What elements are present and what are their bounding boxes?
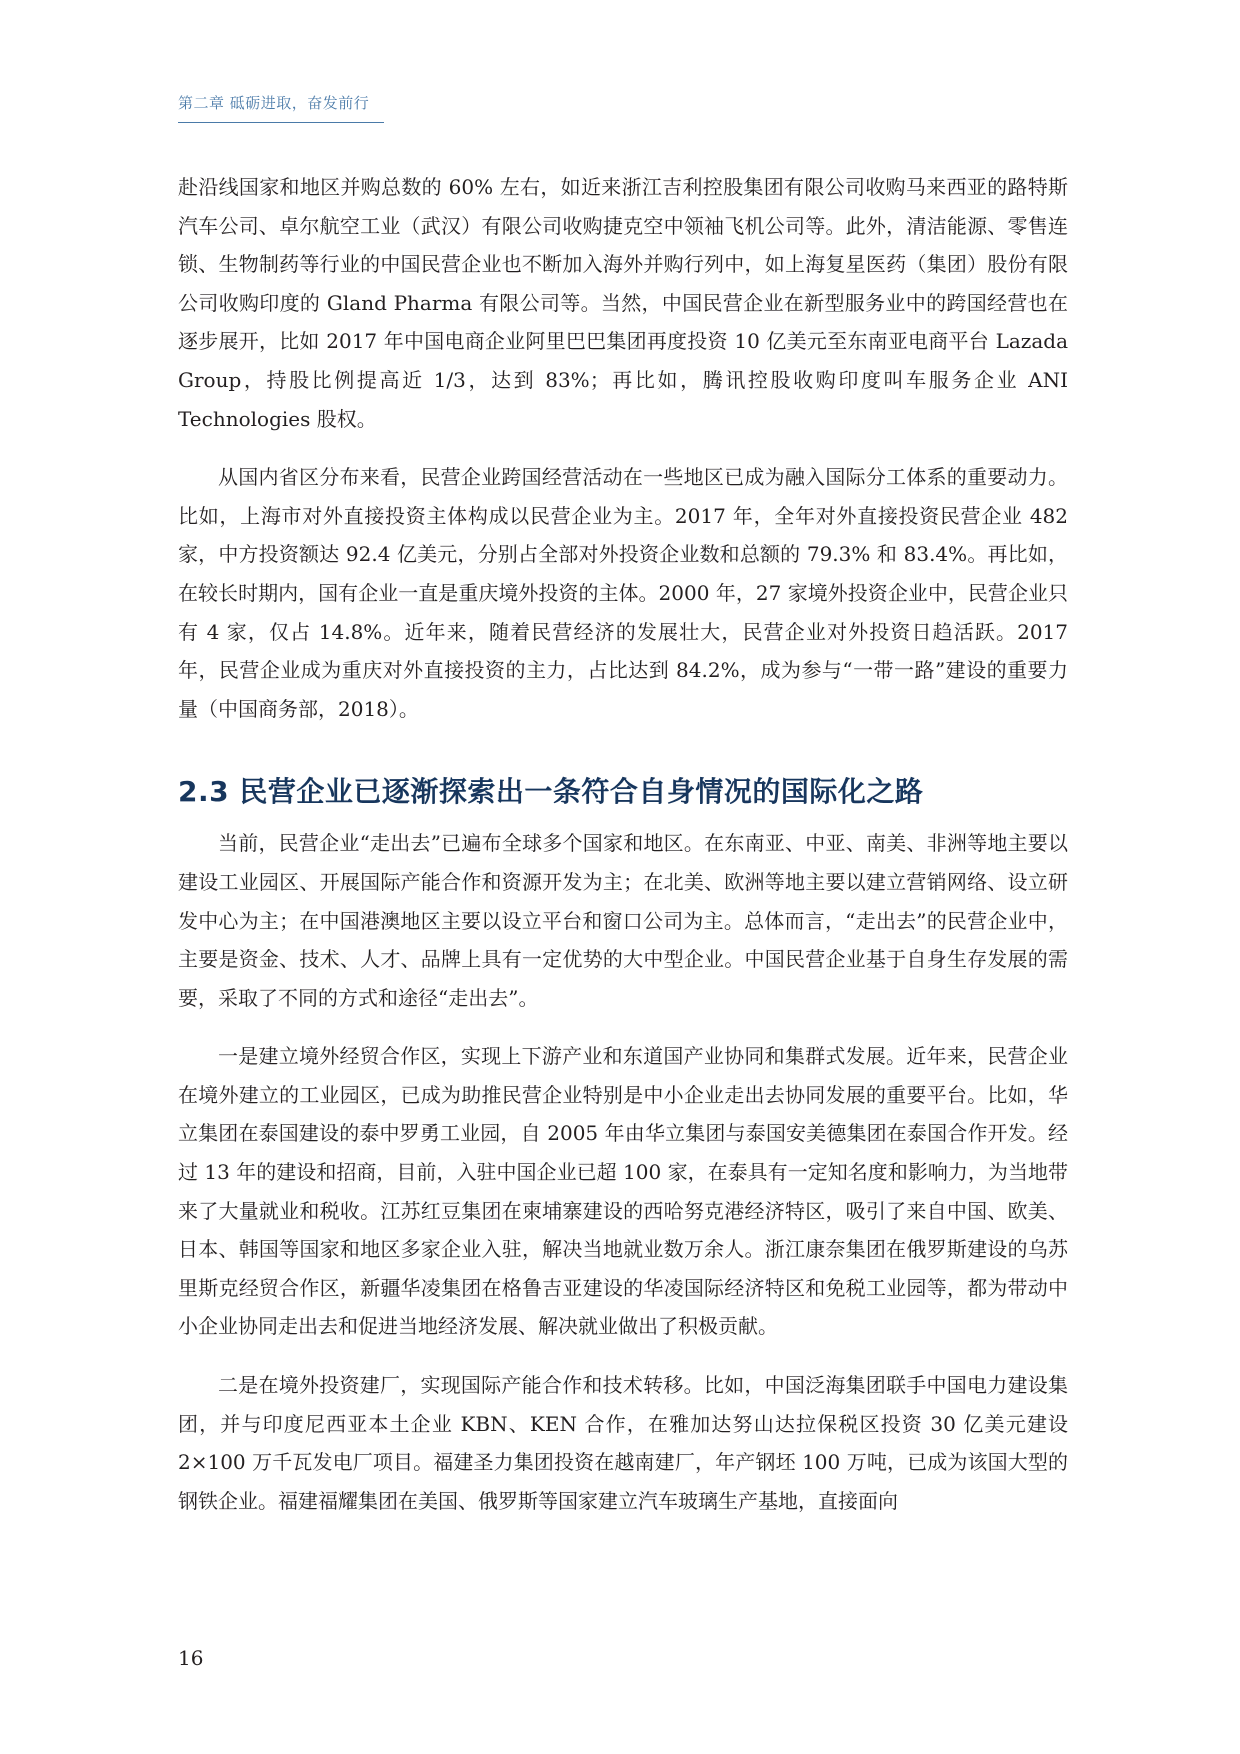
- body-paragraph: 当前，民营企业“走出去”已遍布全球多个国家和地区。在东南亚、中亚、南美、非洲等地主要以建设工业园区、开展国际产能合作和资源开发为主；在北美、欧洲等地主要以建立营销网络、设立研发中心为主；在中国港澳地区主要以设立平台和窗口公司为主。总体而言，“走出去”的民营企业中，主要是资金、技术、人才、品牌上具有一定优势的大中型企业。中国民营企业基于自身生存发展的需要，采取了不同的方式和途径“走出去”。: [178, 831, 1068, 1010]
- body-paragraph: 二是在境外投资建厂，实现国际产能合作和技术转移。比如，中国泛海集团联手中国电力建设集团，并与印度尼西亚本土企业 KBN、KEN 合作，在雅加达努山达拉保税区投资 30 亿美元建设 2×100 万千瓦发电厂项目。福建圣力集团投资在越南建厂，年产钢坯 100 万吨，已成为该国大型的钢铁企业。福建福耀集团在美国、俄罗斯等国家建立汽车玻璃生产基地，直接面向: [178, 1373, 1068, 1513]
- page-body: [178, 168, 1068, 1520]
- page-number: 16: [178, 1646, 204, 1670]
- header-rule: [178, 122, 384, 123]
- section-heading: 2.3 民营企业已逐渐探索出一条符合自身情况的国际化之路: [178, 775, 924, 809]
- running-header: 第二章 砥砺进取，奋发前行: [178, 94, 370, 112]
- body-paragraph: 赴沿线国家和地区并购总数的 60% 左右，如近来浙江吉利控股集团有限公司收购马来西亚的路特斯汽车公司、卓尔航空工业（武汉）有限公司收购捷克空中领袖飞机公司等。此外，清洁能源、零售连锁、生物制药等行业的中国民营企业也不断加入海外并购行列中，如上海复星医药（集团）股份有限公司收购印度的 Gland Pharma 有限公司等。当然，中国民营企业在新型服务业中的跨国经营也在逐步展开，比如 2017 年中国电商企业阿里巴巴集团再度投资 10 亿美元至东南亚电商平台 Lazada Group，持股比例提高近 1/3，达到 83%；再比如，腾讯控股收购印度叫车服务企业 ANI Technologies 股权。: [178, 175, 1068, 431]
- body-paragraph: 从国内省区分布来看，民营企业跨国经营活动在一些地区已成为融入国际分工体系的重要动力。比如，上海市对外直接投资主体构成以民营企业为主。2017 年，全年对外直接投资民营企业 482 家，中方投资额达 92.4 亿美元，分别占全部对外投资企业数和总额的 79.3% 和 83.4%。再比如，在较长时期内，国有企业一直是重庆境外投资的主体。2000 年，27 家境外投资企业中，民营企业只有 4 家，仅占 14.8%。近年来，随着民营经济的发展壮大，民营企业对外投资日趋活跃。2017 年，民营企业成为重庆对外直接投资的主力，占比达到 84.2%，成为参与“一带一路”建设的重要力量（中国商务部，2018）。: [178, 465, 1068, 721]
- body-paragraph: 一是建立境外经贸合作区，实现上下游产业和东道国产业协同和集群式发展。近年来，民营企业在境外建立的工业园区，已成为助推民营企业特别是中小企业走出去协同发展的重要平台。比如，华立集团在泰国建设的泰中罗勇工业园，自 2005 年由华立集团与泰国安美德集团在泰国合作开发。经过 13 年的建设和招商，目前，入驻中国企业已超 100 家，在泰具有一定知名度和影响力，为当地带来了大量就业和税收。江苏红豆集团在柬埔寨建设的西哈努克港经济特区，吸引了来自中国、欧美、日本、韩国等国家和地区多家企业入驻，解决当地就业数万余人。浙江康奈集团在俄罗斯建设的乌苏里斯克经贸合作区，新疆华凌集团在格鲁吉亚建设的华凌国际经济特区和免税工业园等，都为带动中小企业协同走出去和促进当地经济发展、解决就业做出了积极贡献。: [178, 1044, 1068, 1339]
